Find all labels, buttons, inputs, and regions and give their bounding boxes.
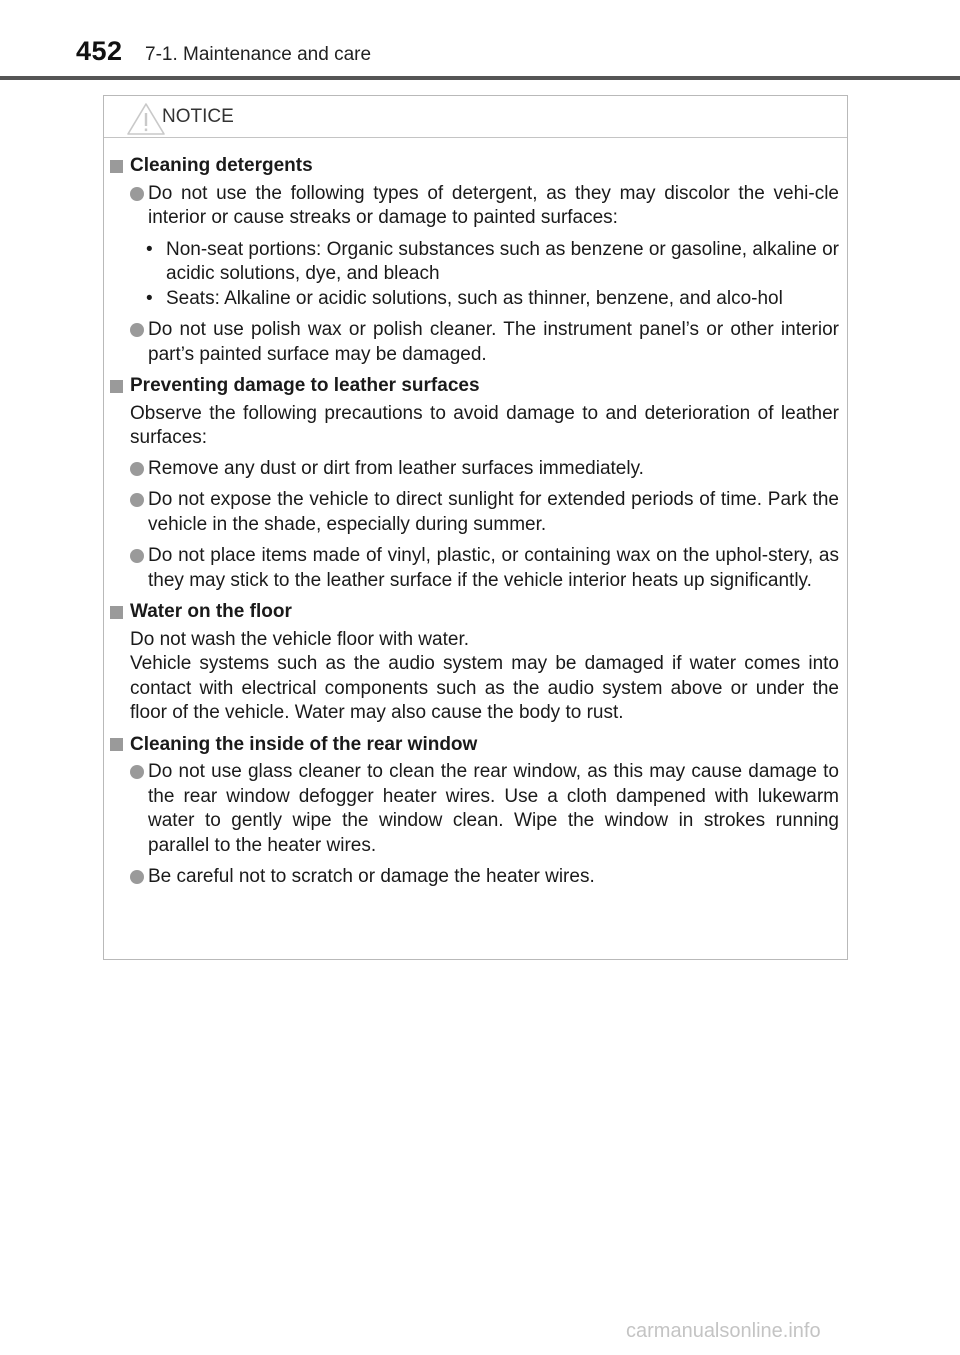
section-leather-surfaces (110, 374, 839, 593)
round-bullet-icon (130, 765, 144, 779)
header-rule (0, 76, 960, 80)
watermark: carmanualsonline.info (626, 1320, 821, 1342)
square-bullet-icon (110, 738, 123, 751)
square-bullet-icon (110, 160, 123, 173)
small-bullet-icon: • (146, 287, 153, 309)
section-cleaning-detergents (110, 154, 839, 367)
round-bullet-icon (130, 462, 144, 476)
round-bullet-icon (130, 187, 144, 201)
page-header (0, 0, 960, 80)
list-item: Do not use glass cleaner to clean the rear window, as this may cause damage to the rear window defogger heater wires. Use a cloth dampened with lukewarm water to gently wipe the window clean. Wipe the window in strokes running parallel to the heater wires. (130, 760, 839, 858)
section-title: Cleaning the inside of the rear window (130, 733, 478, 755)
list-item: Do not expose the vehicle to direct sunlight for extended periods of time. Park the vehicle in the shade, especially during summer. (130, 488, 839, 537)
small-bullet-icon: • (146, 238, 153, 260)
section-title: Water on the floor (130, 601, 292, 622)
notice-label: NOTICE (162, 106, 234, 127)
section-title: 7-1. Maintenance and care (145, 44, 372, 65)
square-bullet-icon (110, 606, 123, 619)
page-number: 452 (76, 36, 123, 66)
list-item: Remove any dust or dirt from leather surfaces immediately. (130, 457, 839, 482)
list-item: Be careful not to scratch or damage the heater wires. (130, 865, 839, 890)
section-rear-window (110, 733, 839, 890)
paragraph: Do not wash the vehicle floor with water. (130, 628, 470, 650)
notice-body (104, 138, 847, 890)
round-bullet-icon (130, 493, 144, 507)
notice-box (103, 95, 848, 960)
section-water-on-floor (110, 600, 839, 726)
list-item: Do not place items made of vinyl, plastic, or containing wax on the uphol-stery, as they may stick to the leather surface if the vehicle interior heats up significantly. (130, 544, 839, 593)
warning-triangle-icon (126, 102, 166, 136)
square-bullet-icon (110, 380, 123, 393)
list-item: Do not use polish wax or polish cleaner. The instrument panel’s or other interior part’s painted surface may be damaged. (130, 318, 839, 367)
paragraph: Vehicle systems such as the audio system may be damaged if water comes into contact with electrical components such as the audio system above or under the floor of the vehicle. Water may also cause the body to rust. (130, 653, 839, 723)
round-bullet-icon (130, 549, 144, 563)
sub-list-item: • Non-seat portions: Organic substances such as benzene or gasoline, alkaline or acidic solutions, dye, and bleach (146, 238, 839, 287)
round-bullet-icon (130, 870, 144, 884)
section-intro: Observe the following precautions to avoid damage to and deterioration of leather surfaces: (130, 402, 839, 448)
section-title: Cleaning detergents (130, 155, 313, 176)
sub-list (110, 238, 839, 312)
round-bullet-icon (130, 323, 144, 337)
list-item: Do not use the following types of detergent, as they may discolor the vehi-cle interior or cause streaks or damage to painted surfaces: (130, 182, 839, 231)
sub-list-item: • Seats: Alkaline or acidic solutions, such as thinner, benzene, and alco-hol (146, 287, 839, 312)
section-title: Preventing damage to leather surfaces (130, 375, 480, 396)
notice-header (104, 96, 847, 138)
